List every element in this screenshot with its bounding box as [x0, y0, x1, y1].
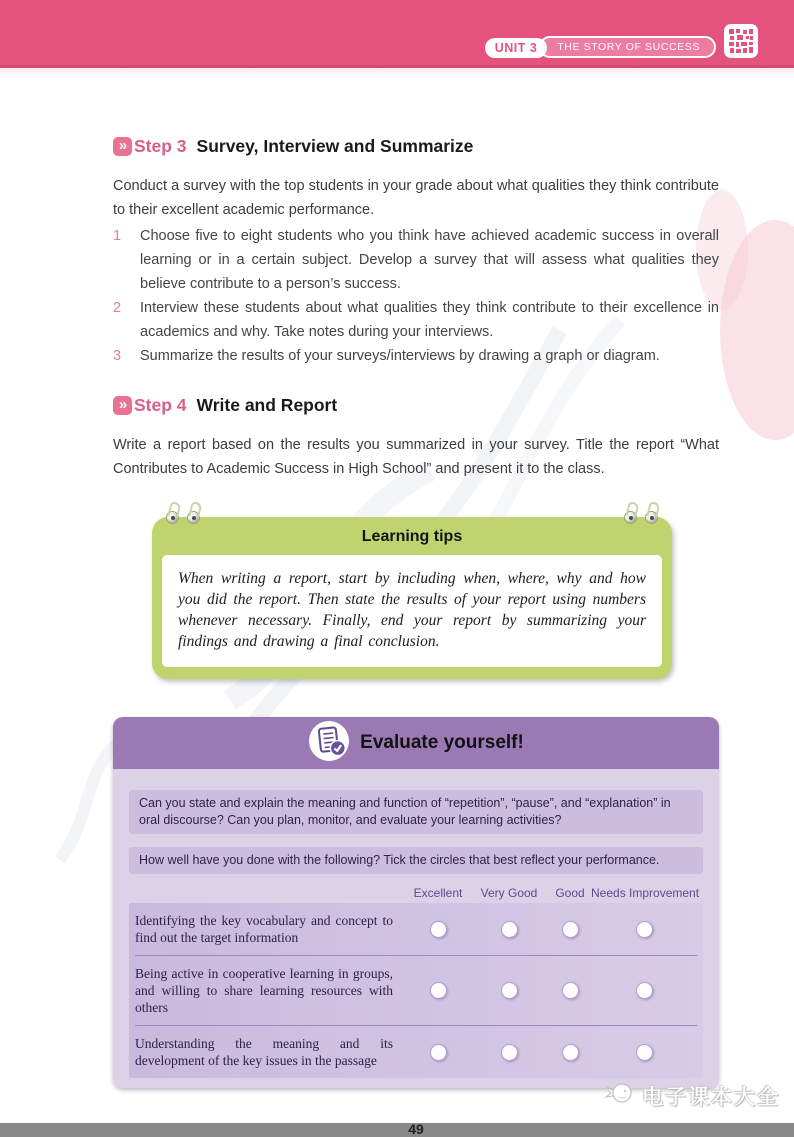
tick-circle[interactable] — [636, 921, 653, 938]
column-header: Excellent — [413, 886, 463, 900]
tick-circle[interactable] — [430, 1044, 447, 1061]
evaluate-question-2: How well have you done with the following? Tick the circles that best reflect your performance. — [129, 847, 703, 874]
header-fade — [0, 68, 794, 78]
learning-tips-card — [152, 517, 672, 679]
column-header: Needs Improvement — [591, 886, 700, 900]
table-row — [135, 1025, 697, 1078]
tick-circle[interactable] — [430, 921, 447, 938]
list-text: Choose five to eight students who you think have achieved academic success in overall learning or in a certain subject. Develop a survey that will assess what qualities they believe contribute to a person’s success. — [140, 228, 719, 292]
column-header: Very Good — [480, 886, 538, 900]
binder-ring-icon — [645, 511, 658, 524]
checklist-icon — [308, 720, 350, 767]
step4-title: Write and Report — [196, 395, 338, 415]
tick-circle[interactable] — [562, 1044, 579, 1061]
table-row — [135, 955, 697, 1025]
rating-column-headers — [129, 886, 703, 900]
step3-label: Step 3 — [134, 136, 187, 156]
tick-circle[interactable] — [636, 982, 653, 999]
step4-heading — [113, 395, 719, 416]
unit-title-pill: THE STORY OF SUCCESS — [539, 36, 716, 58]
learning-tips-text: When writing a report, start by including when, where, why and how you did the report. Then state the results of your report using numbers whenever necessary. Finally, end your report by summarizing your findings and drawing a final conclusion. — [178, 570, 646, 650]
list-item — [113, 224, 719, 296]
learning-tips-title: Learning tips — [361, 528, 463, 545]
evaluate-body — [113, 769, 719, 1088]
ebook-logo-icon — [605, 1080, 635, 1111]
binder-ring-icon — [624, 511, 637, 524]
tick-circle[interactable] — [636, 1044, 653, 1061]
binder-ring-icon — [187, 511, 200, 524]
double-chevron-icon: » — [113, 396, 132, 415]
tick-circle[interactable] — [501, 982, 518, 999]
page-content — [0, 136, 794, 1137]
column-header: Good — [555, 886, 585, 900]
step4-intro: Write a report based on the results you summarized in your survey. Title the report “What Contributes to Academic Success in High School” and present it to the class. — [113, 437, 719, 477]
evaluate-yourself-panel — [113, 717, 719, 1088]
unit-badge: UNIT 3 — [485, 38, 548, 58]
row-label: Being active in cooperative learning in groups, and willing to share learning resources with others — [135, 966, 393, 1015]
empty-cell — [135, 886, 407, 900]
ebook-watermark — [605, 1080, 780, 1111]
tick-circle[interactable] — [501, 1044, 518, 1061]
binder-ring-icon — [166, 511, 179, 524]
evaluate-header — [113, 717, 719, 769]
evaluation-table — [129, 903, 703, 1078]
tick-circle[interactable] — [430, 982, 447, 999]
step4-label: Step 4 — [134, 395, 187, 415]
table-row — [135, 903, 697, 955]
list-item — [113, 296, 719, 344]
step3-list — [113, 224, 719, 368]
learning-tips-body — [162, 555, 662, 667]
publisher-stamp-icon — [724, 24, 758, 58]
list-number: 1 — [113, 228, 122, 244]
evaluate-question-1: Can you state and explain the meaning and function of “repetition”, “pause”, and “explanation” in oral discourse? Can you plan, monitor, and evaluate your learning activities? — [129, 790, 703, 834]
step3-heading — [113, 136, 719, 157]
watermark-text: 电子课本大全 — [642, 1084, 780, 1109]
double-chevron-icon: » — [113, 137, 132, 156]
step3-intro: Conduct a survey with the top students in your grade about what qualities they think contribute to their excellent academic performance. — [113, 178, 719, 218]
evaluate-title: Evaluate yourself! — [360, 732, 524, 753]
list-number: 3 — [113, 348, 122, 364]
list-text: Interview these students about what qualities they think contribute to their excellence in academics and why. Take notes during your interviews. — [140, 300, 719, 340]
tick-circle[interactable] — [562, 921, 579, 938]
tick-circle[interactable] — [562, 982, 579, 999]
unit-header-bar — [0, 0, 794, 68]
row-label: Identifying the key vocabulary and concept to find out the target information — [135, 913, 393, 945]
list-item — [113, 344, 719, 368]
list-number: 2 — [113, 300, 122, 316]
row-label: Understanding the meaning and its development of the key issues in the passage — [135, 1036, 393, 1068]
tick-circle[interactable] — [501, 921, 518, 938]
page-number: 49 — [408, 1121, 424, 1137]
list-text: Summarize the results of your surveys/interviews by drawing a graph or diagram. — [140, 348, 660, 364]
step3-title: Survey, Interview and Summarize — [196, 136, 474, 156]
